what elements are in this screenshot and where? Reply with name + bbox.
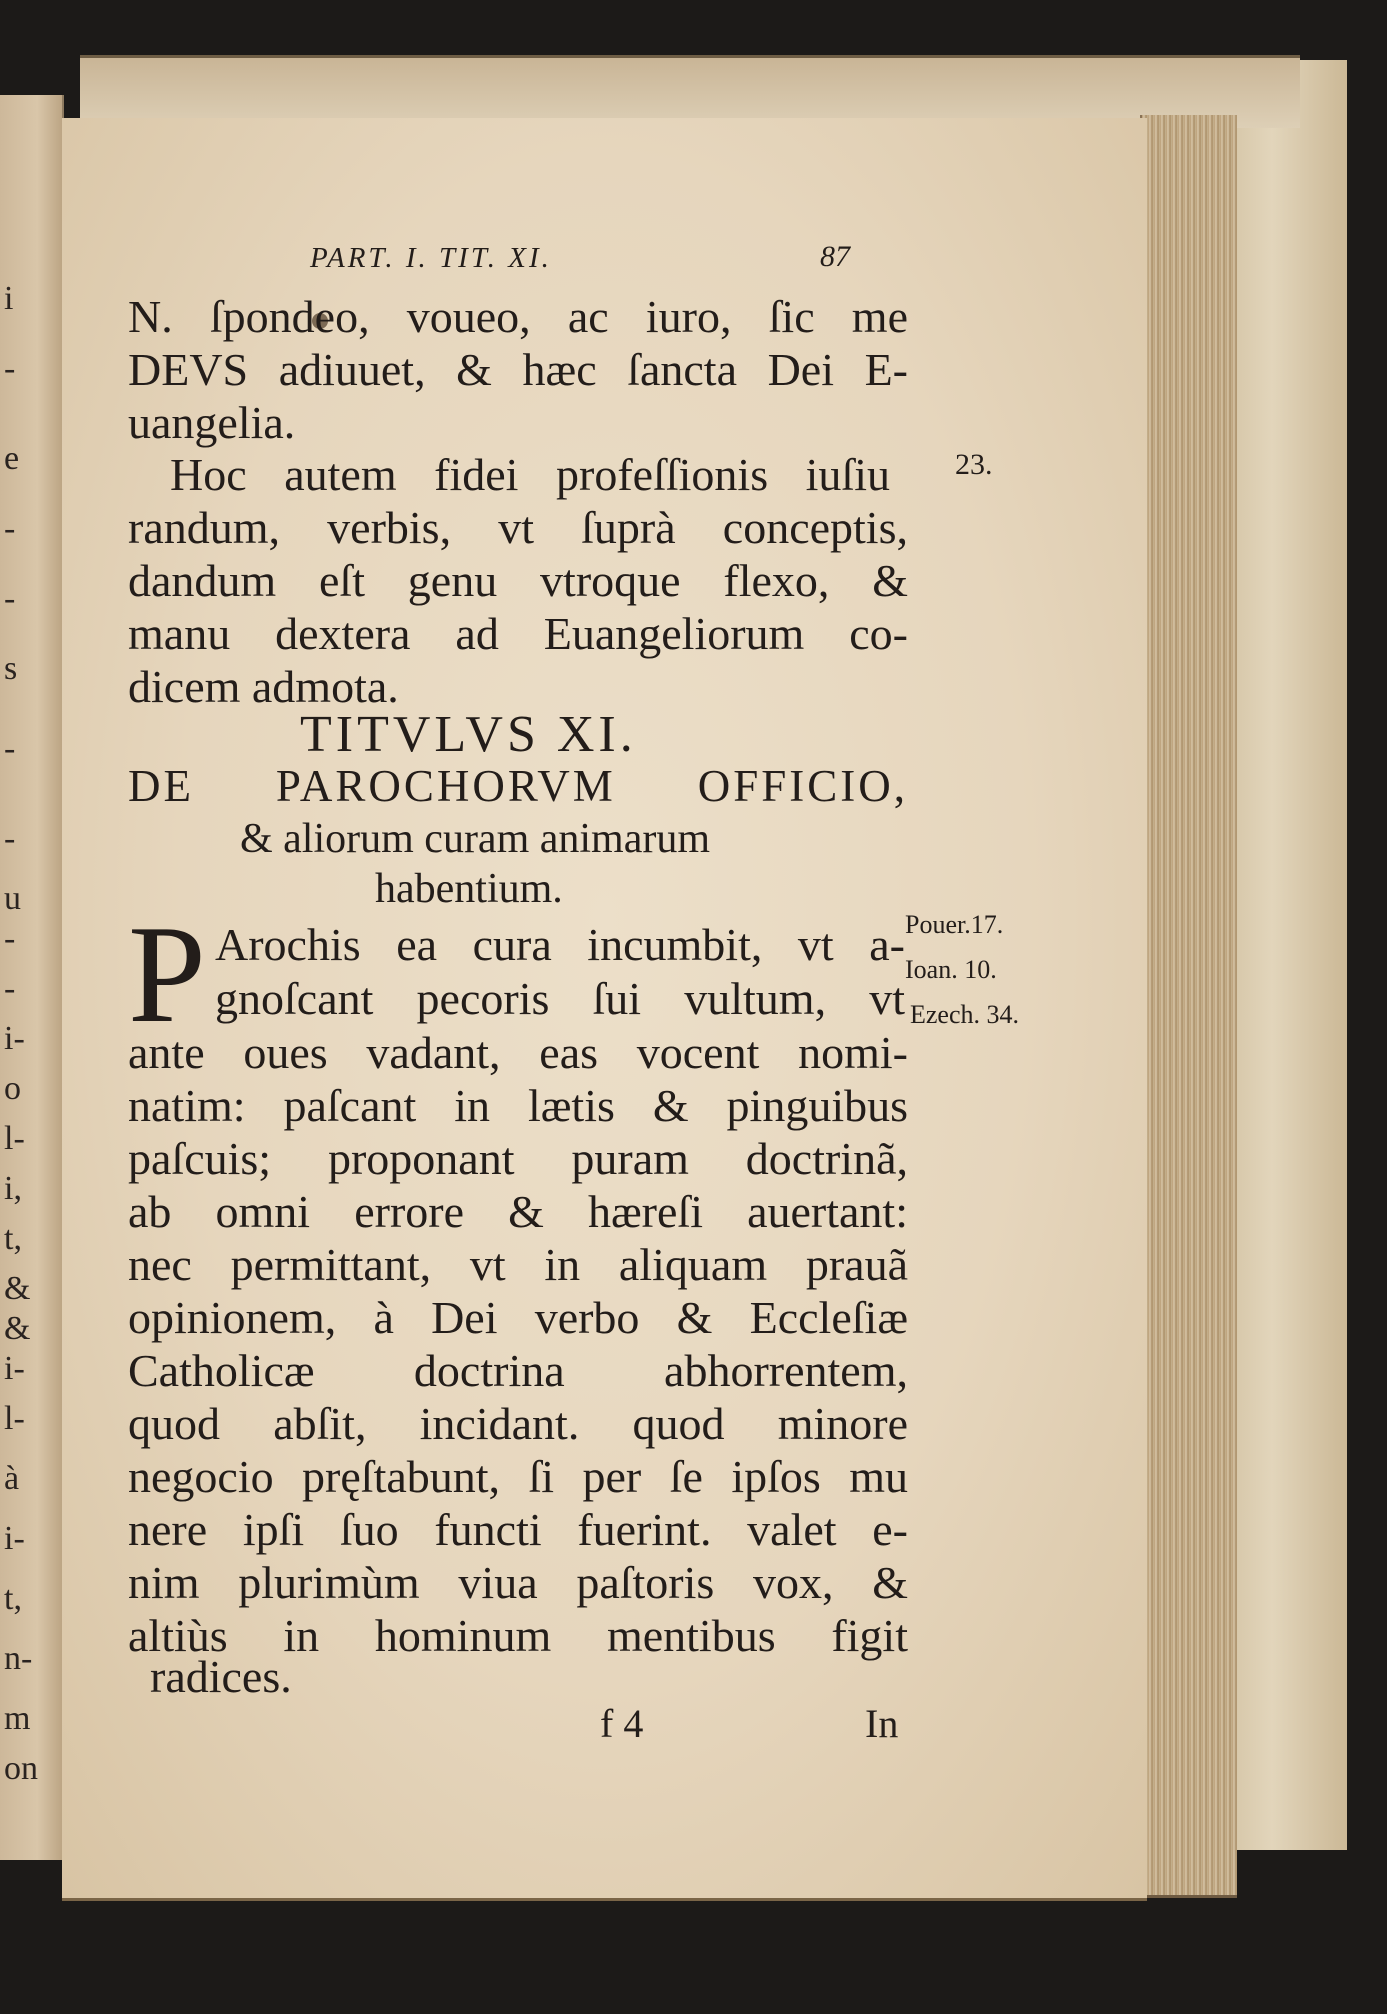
chapter-subtitle-3: habentium. [375, 866, 563, 912]
left-page-letter: - [4, 970, 16, 1007]
left-page-letter: - [4, 350, 16, 387]
left-page-letter: & [4, 1310, 31, 1347]
body-line: natim: paſcant in lætis & pinguibus [128, 1080, 908, 1131]
body-line: Arochis ea cura incumbit, vt a- [215, 919, 905, 970]
body-line: manu dextera ad Euangeliorum co- [128, 608, 908, 659]
margin-reference: Ezech. 34. [910, 1000, 1020, 1029]
left-page-letter: i, [4, 1170, 22, 1207]
margin-reference: Ioan. 10. [905, 955, 997, 984]
body-line: randum, verbis, vt ſuprà conceptis, [128, 502, 908, 553]
left-page-letter: n- [4, 1640, 33, 1677]
margin-reference: Pouer.17. [905, 910, 1004, 939]
body-line: radices. [150, 1651, 292, 1702]
body-line: dicem admota. [128, 661, 399, 712]
left-page-letter: t, [4, 1220, 22, 1257]
left-page-letter: l- [4, 1120, 25, 1157]
page-number: 87 [820, 240, 850, 273]
body-line: nec permittant, vt in aliquam prauã [128, 1239, 908, 1290]
left-page-letter: i- [4, 1020, 25, 1057]
body-line: nim plurimùm viua paſtoris vox, & [128, 1557, 908, 1608]
body-line: Hoc autem fidei profeſſionis iuſiu [170, 449, 890, 500]
page-edges-stack [1140, 115, 1237, 1898]
body-line: uangelia. [128, 397, 296, 448]
body-line: quod abſit, incidant. quod minore [128, 1398, 908, 1449]
body-line: gnoſcant pecoris ſui vultum, vt [215, 973, 905, 1024]
running-title: PART. I. TIT. XI. [310, 242, 552, 274]
left-page-letter: u [4, 880, 21, 917]
left-page-letter: i- [4, 1350, 25, 1387]
margin-reference: 23. [955, 448, 993, 481]
drop-cap: P [128, 897, 206, 1052]
body-line: ab omni errore & hæreſi auertant: [128, 1186, 908, 1237]
body-line: ante oues vadant, eas vocent nomi- [128, 1027, 908, 1078]
body-line: altiùs in hominum mentibus figit [128, 1610, 908, 1661]
left-page-letter: i- [4, 1520, 25, 1557]
left-page-letter: - [4, 510, 16, 547]
left-page-letter: i [4, 280, 14, 317]
body-line: N. ſpondeo, voueo, ac iuro, ſic me [128, 291, 908, 342]
body-line: Catholicæ doctrina abhorrentem, [128, 1345, 908, 1396]
signature-mark: f 4 [600, 1701, 644, 1746]
left-page-letter: o [4, 1070, 21, 1107]
left-page-letter: - [4, 580, 16, 617]
chapter-subtitle-2: & aliorum curam animarum [240, 816, 711, 862]
left-page-letter: s [4, 650, 18, 687]
catchword: In [865, 1701, 899, 1746]
left-page-letter: t, [4, 1580, 22, 1617]
left-page-letter: à [4, 1460, 20, 1497]
body-line: paſcuis; proponant puram doctrinã, [128, 1133, 908, 1184]
body-line: dandum eſt genu vtroque flexo, & [128, 555, 908, 606]
left-page-letter: on [4, 1750, 38, 1787]
left-page-letter: - [4, 920, 16, 957]
left-page-letter: e [4, 440, 20, 477]
body-line: DEVS adiuuet, & hæc ſancta Dei E- [128, 344, 908, 395]
chapter-title: TITVLVS XI. [300, 706, 637, 763]
left-page-letter: l- [4, 1400, 25, 1437]
left-page-letter: m [4, 1700, 31, 1737]
left-page-letter: - [4, 730, 16, 767]
body-line: nere ipſi ſuo functi fuerint. valet e- [128, 1504, 908, 1555]
left-page-letter: & [4, 1270, 31, 1307]
body-line: negocio pręſtabunt, ſi per ſe ipſos mu [128, 1451, 908, 1502]
left-page-letter: - [4, 820, 16, 857]
left-page-edge [0, 95, 64, 1860]
body-line: opinionem, à Dei verbo & Eccleſiæ [128, 1292, 908, 1343]
chapter-subtitle: DE PAROCHORVM OFFICIO, [128, 761, 908, 811]
